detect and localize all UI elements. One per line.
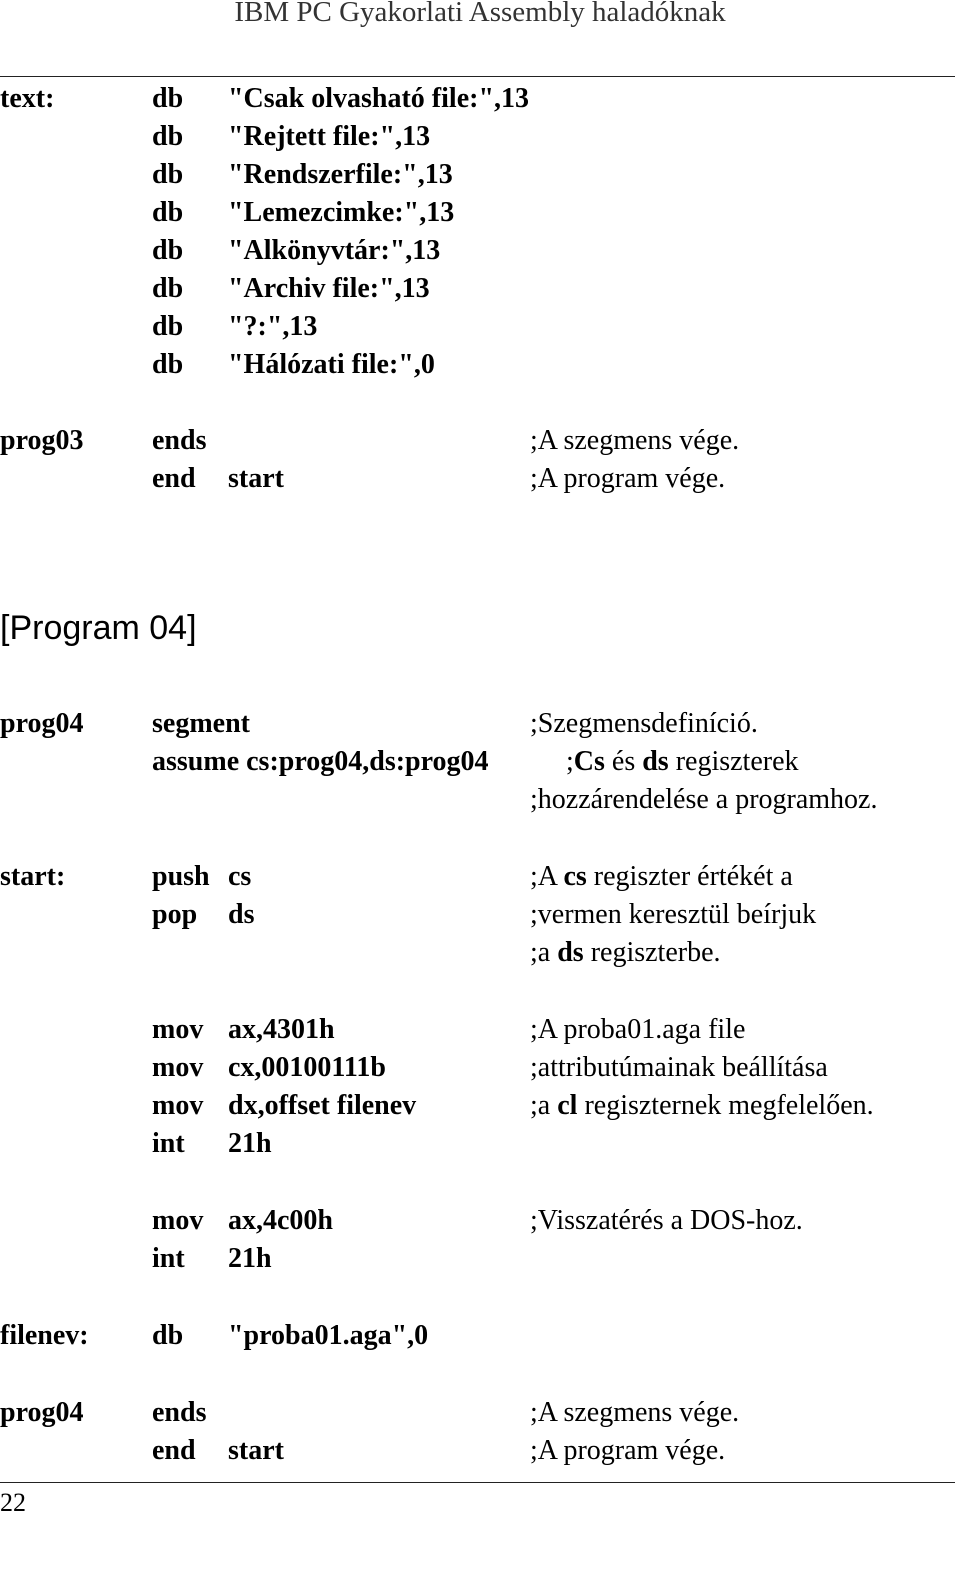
code-line — [0, 858, 960, 896]
comment: ;A szegmens vége. — [530, 425, 740, 456]
page-number: 22 — [0, 1488, 26, 1517]
comment-part: regiszterek — [668, 746, 799, 777]
assume-directive: assume cs:prog04,ds:prog04 — [152, 746, 489, 777]
directive: db — [152, 197, 184, 228]
directive: db — [152, 273, 184, 304]
comment — [530, 1087, 874, 1125]
comment-part: ; — [566, 746, 574, 777]
code-line — [0, 1240, 960, 1278]
code-line — [0, 194, 960, 232]
code-line — [0, 1049, 960, 1087]
code-line — [0, 422, 960, 460]
code-line — [0, 1394, 960, 1432]
comment: ;A program vége. — [530, 1435, 726, 1466]
code-line — [0, 934, 960, 972]
operand: "Rejtett file:",13 — [228, 121, 431, 152]
page-header-title: IBM PC Gyakorlati Assembly haladóknak — [234, 0, 726, 28]
directive: db — [152, 159, 184, 190]
operand: "Rendszerfile:",13 — [228, 159, 453, 190]
section-title: [Program 04] — [0, 609, 197, 647]
footer-divider — [0, 1482, 955, 1483]
operand: ax,4c00h — [228, 1205, 333, 1236]
register-name: Cs — [573, 746, 605, 777]
segment-label: prog04 — [0, 1397, 84, 1428]
comment: ;A proba01.aga file — [530, 1014, 746, 1045]
instruction: mov — [152, 1090, 204, 1121]
operand: "Alkönyvtár:",13 — [228, 235, 441, 266]
code-line — [0, 232, 960, 270]
instruction: mov — [152, 1014, 204, 1045]
code-line — [0, 80, 960, 118]
code-line — [0, 308, 960, 346]
segment-label: prog04 — [0, 708, 84, 739]
directive: db — [152, 311, 184, 342]
comment-part: regiszterbe. — [583, 937, 721, 968]
directive: db — [152, 83, 184, 114]
code-line — [0, 1011, 960, 1049]
comment: ;Visszatérés a DOS-hoz. — [530, 1205, 803, 1236]
comment — [530, 934, 721, 972]
operand: cx,00100111b — [228, 1052, 386, 1083]
register-name: ds — [557, 937, 584, 968]
comment: ;A szegmens vége. — [530, 1397, 740, 1428]
comment-part: regiszter értékét a — [586, 861, 793, 892]
code-line — [0, 460, 960, 498]
register-name: cs — [563, 861, 587, 892]
directive: db — [152, 235, 184, 266]
code-line — [0, 1125, 960, 1163]
header-divider — [0, 76, 955, 77]
register-name: cl — [557, 1090, 578, 1121]
operand: "?:",13 — [228, 311, 318, 342]
code-line — [0, 1087, 960, 1125]
operand: 21h — [228, 1243, 272, 1274]
comment-part: és — [604, 746, 643, 777]
operand: ax,4301h — [228, 1014, 335, 1045]
operand: "proba01.aga",0 — [228, 1320, 429, 1351]
code-line — [0, 156, 960, 194]
operand: start — [228, 463, 284, 494]
directive: ends — [152, 1397, 207, 1428]
instruction: push — [152, 861, 210, 892]
comment-part: regiszternek megfelelően. — [577, 1090, 874, 1121]
segment-label: prog03 — [0, 425, 84, 456]
label-text: text: — [0, 83, 55, 114]
comment: ;vermen keresztül beírjuk — [530, 899, 817, 930]
operand: "Lemezcimke:",13 — [228, 197, 455, 228]
comment: ;Szegmensdefiníció. — [530, 708, 758, 739]
operand: cs — [228, 861, 252, 892]
comment-part: ;a — [530, 937, 558, 968]
operand: ds — [228, 899, 255, 930]
operand: "Csak olvasható file:",13 — [228, 83, 529, 114]
comment — [566, 743, 799, 781]
instruction: mov — [152, 1205, 204, 1236]
instruction: pop — [152, 899, 198, 930]
instruction: mov — [152, 1052, 204, 1083]
comment-part: ;A — [530, 861, 564, 892]
comment: ;attributúmainak beállítása — [530, 1052, 828, 1083]
comment-part: ;a — [530, 1090, 558, 1121]
directive: db — [152, 349, 184, 380]
code-line — [0, 118, 960, 156]
operand: start — [228, 1435, 284, 1466]
register-name: ds — [642, 746, 669, 777]
code-line — [0, 743, 960, 781]
instruction: int — [152, 1243, 185, 1274]
operand: "Hálózati file:",0 — [228, 349, 435, 380]
code-line — [0, 781, 960, 819]
comment: ;A program vége. — [530, 463, 726, 494]
code-line — [0, 1432, 960, 1470]
operand: "Archiv file:",13 — [228, 273, 430, 304]
directive: end — [152, 463, 196, 494]
directive: db — [152, 121, 184, 152]
code-line — [0, 346, 960, 384]
operand: dx,offset filenev — [228, 1090, 417, 1121]
directive: db — [152, 1320, 184, 1351]
directive: end — [152, 1435, 196, 1466]
directive: segment — [152, 708, 250, 739]
code-line — [0, 1317, 960, 1355]
label-filenev: filenev: — [0, 1320, 89, 1351]
directive: ends — [152, 425, 207, 456]
code-line — [0, 896, 960, 934]
instruction: int — [152, 1128, 185, 1159]
comment — [530, 858, 793, 896]
code-line — [0, 705, 960, 743]
comment: ;hozzárendelése a programhoz. — [530, 784, 878, 815]
operand: 21h — [228, 1128, 272, 1159]
code-line — [0, 1202, 960, 1240]
label-start: start: — [0, 861, 66, 892]
code-line — [0, 270, 960, 308]
